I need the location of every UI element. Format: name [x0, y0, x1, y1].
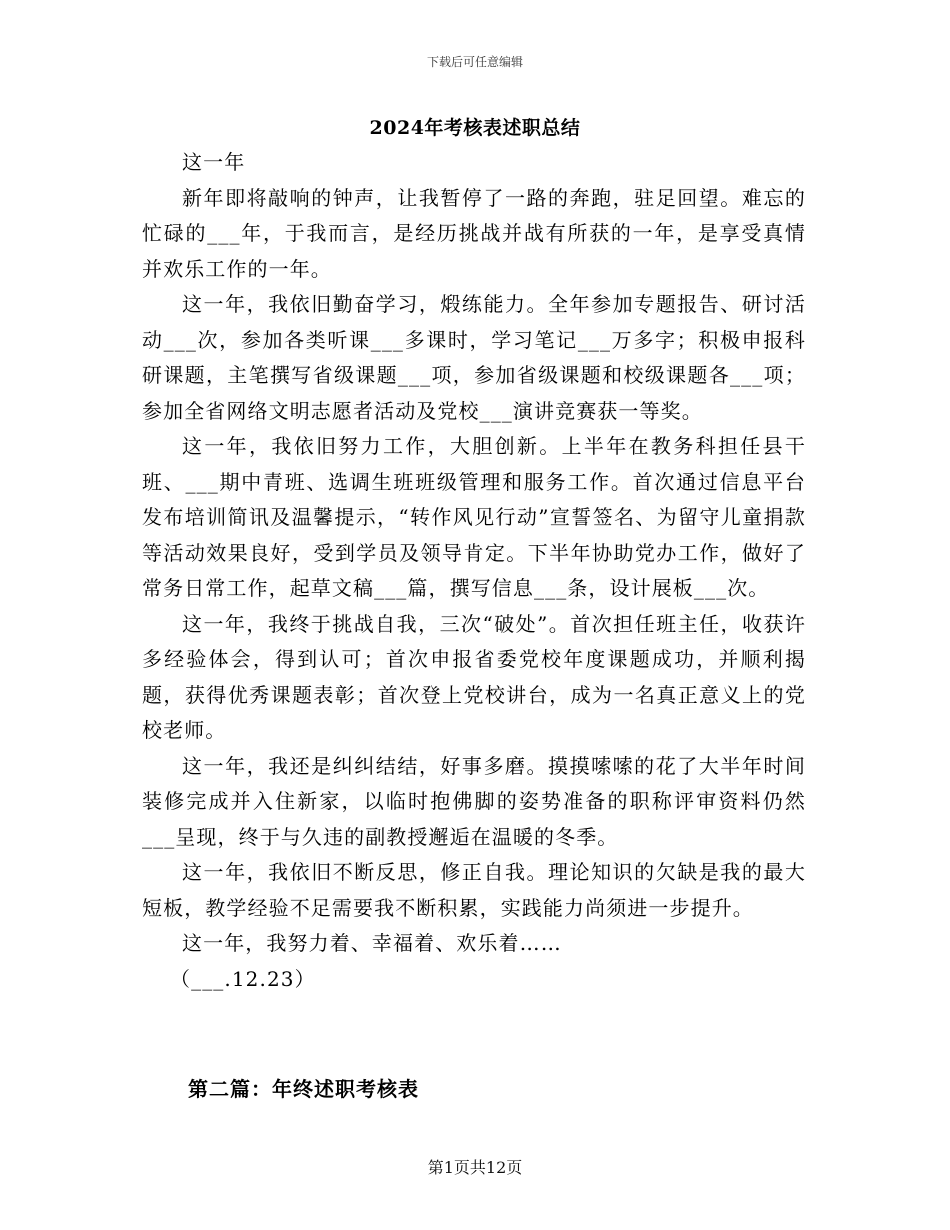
document-body [142, 145, 806, 997]
page-number-footer: 第1页共12页 [427, 1158, 523, 1177]
paragraph: 这一年，我努力着、幸福着、欢乐着…… [182, 931, 562, 955]
date-line: （___.12.23） [170, 966, 316, 991]
document-title: 2024年考核表述职总结 [369, 117, 581, 139]
paragraph: 这一年，我终于挑战自我，三次“破处”。首次担任班主任，收获许多经验体会，得到认可；首次申报省委党校年度课题成功，并顺利揭题，获得优秀课题表彰；首次登上党校讲台，成为一名真正意义上的党校老师。 [142, 611, 806, 742]
paragraph: 这一年，我依旧勤奋学习，煅练能力。全年参加专题报告、研讨活动___次，参加各类听课___多课时，学习笔记___万多字；积极申报科研课题，主笔撰写省级课题___项，参加省级课题和校级课题各___项；参加全省网络文明志愿者活动及党校___演讲竞赛获一等奖。 [142, 292, 806, 423]
paragraph: 这一年，我依旧不断反思，修正自我。理论知识的欠缺是我的最大短板，教学经验不足需要我不断积累，实践能力尚须进一步提升。 [142, 860, 806, 920]
paragraph: 这一年，我依旧努力工作，大胆创新。上半年在教务科担任县干班、___期中青班、选调生班班级管理和服务工作。首次通过信息平台发布培训简讯及温馨提示，“转作风见行动”宣誓签名、为留守儿童捐款等活动效果良好，受到学员及领导肯定。下半年协助党办工作，做好了常务日常工作，起草文稿___篇，撰写信息___条，设计展板___次。 [142, 434, 806, 600]
paragraph: 这一年，我还是纠纠结结，好事多磨。摸摸嗦嗦的花了大半年时间装修完成并入住新家，以临时抱佛脚的姿势准备的职称评审资料仍然___呈现，终于与久违的副教授邂逅在温暖的冬季。 [142, 753, 806, 849]
paragraph: 新年即将敲响的钟声，让我暂停了一路的奔跑，驻足回望。难忘的忙碌的___年，于我而言，是经历挑战并战有所获的一年，是享受真情并欢乐工作的一年。 [142, 185, 806, 281]
paragraph-intro: 这一年 [182, 150, 246, 174]
header-note: 下载后可任意编辑 [426, 55, 523, 69]
section-heading: 第二篇：年终述职考核表 [188, 1077, 419, 1101]
